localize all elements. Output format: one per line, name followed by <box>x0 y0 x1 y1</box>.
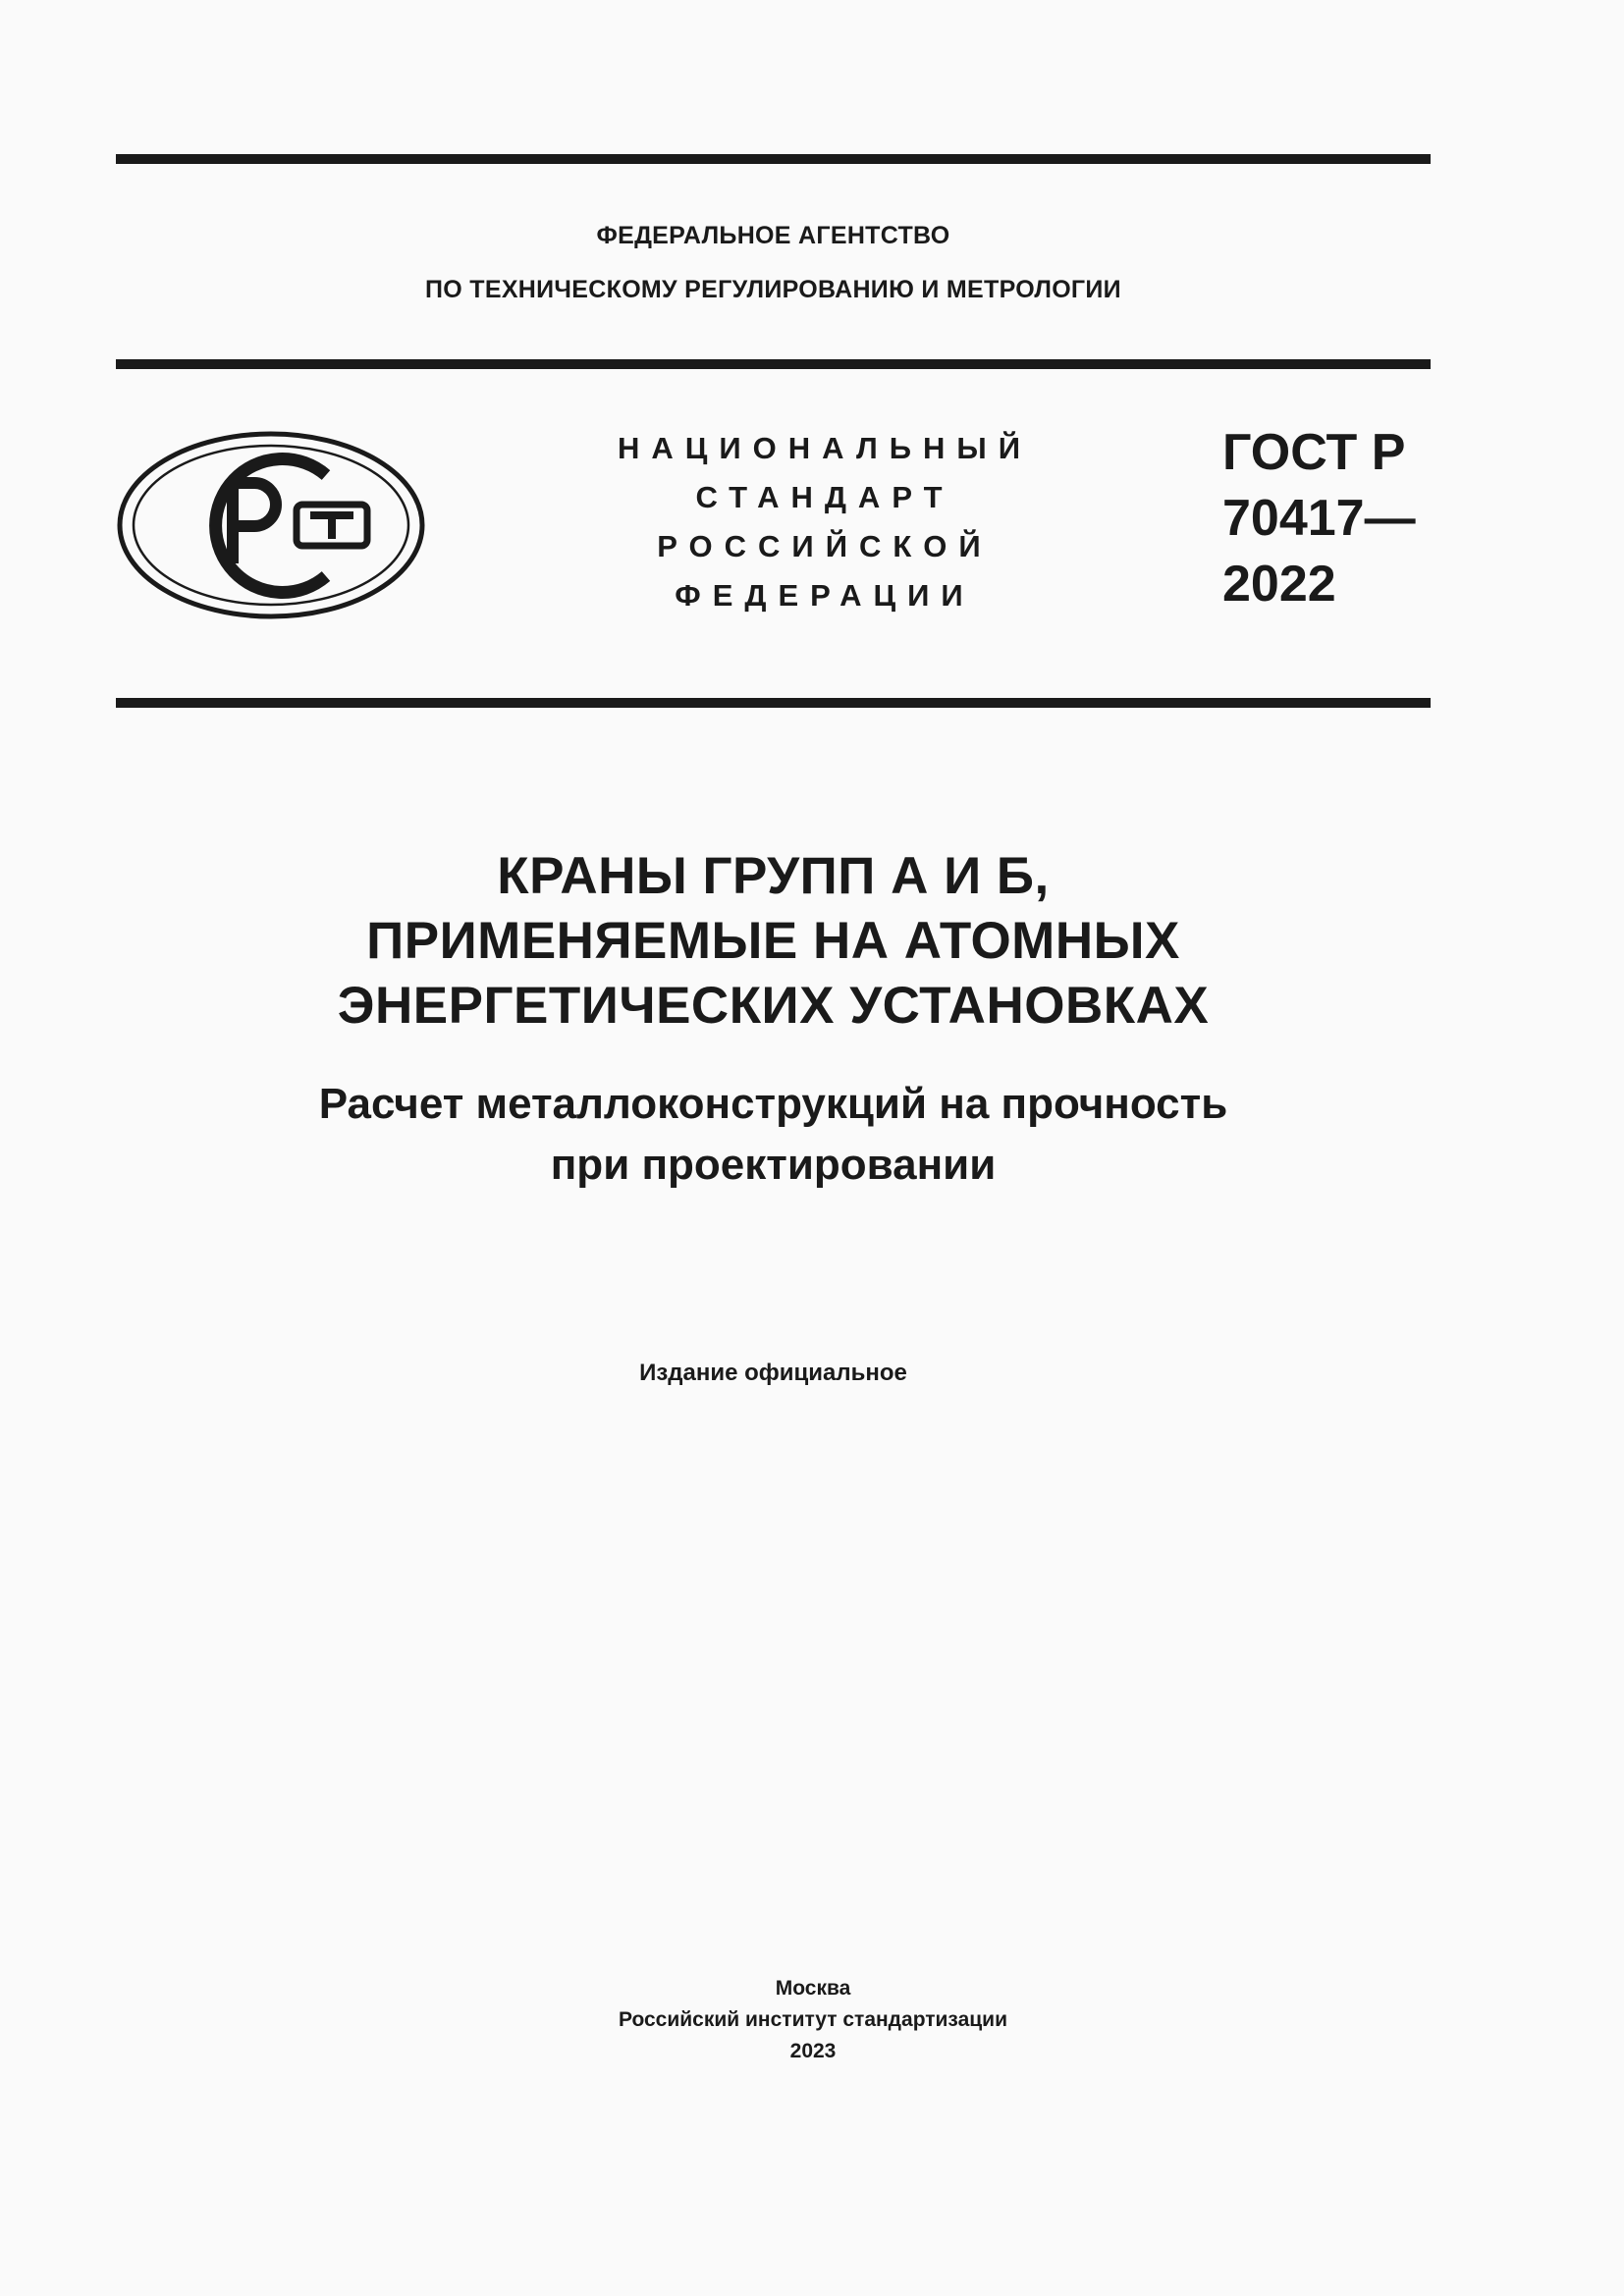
designation-year: 2022 <box>1222 556 1336 613</box>
subtitle-line1: Расчет металлоконструкций на прочность <box>318 1080 1228 1128</box>
gost-r-logo-icon <box>116 429 426 621</box>
publisher-institute: Российский институт стандартизации <box>618 2008 1008 2031</box>
section-rule <box>116 698 1431 708</box>
publisher-city: Москва <box>775 1977 851 2000</box>
edition-label: Издание официальное <box>639 1360 907 1386</box>
document-subtitle <box>116 1074 1431 1196</box>
top-rule <box>116 154 1431 164</box>
federation-line: ФЕДЕРАЦИИ <box>675 578 975 613</box>
russian-line: РОССИЙСКОЙ <box>657 529 993 563</box>
title-line2: ПРИМЕНЯЕМЫЕ НА АТОМНЫХ <box>366 912 1180 970</box>
title-line3: ЭНЕРГЕТИЧЕСКИХ УСТАНОВКАХ <box>337 977 1210 1035</box>
title-line1: КРАНЫ ГРУПП А И Б, <box>497 847 1050 905</box>
agency-name-line1: ФЕДЕРАЛЬНОЕ АГЕНТСТВО <box>596 222 950 249</box>
designation-number: 70417— <box>1222 490 1416 547</box>
subtitle-line2: при проектировании <box>550 1141 997 1189</box>
publisher-year: 2023 <box>789 2040 837 2062</box>
standard-designation <box>1222 420 1448 617</box>
standard-line: СТАНДАРТ <box>695 480 954 514</box>
header-rule <box>116 359 1431 369</box>
document-title <box>116 844 1431 1039</box>
publisher-block <box>116 1973 1510 2067</box>
agency-name-line2: ПО ТЕХНИЧЕСКОМУ РЕГУЛИРОВАНИЮ И МЕТРОЛОГИИ <box>425 276 1121 303</box>
designation-prefix: ГОСТ Р <box>1222 424 1406 481</box>
national-line: НАЦИОНАЛЬНЫЙ <box>617 431 1033 465</box>
national-standard-label <box>550 424 1100 620</box>
